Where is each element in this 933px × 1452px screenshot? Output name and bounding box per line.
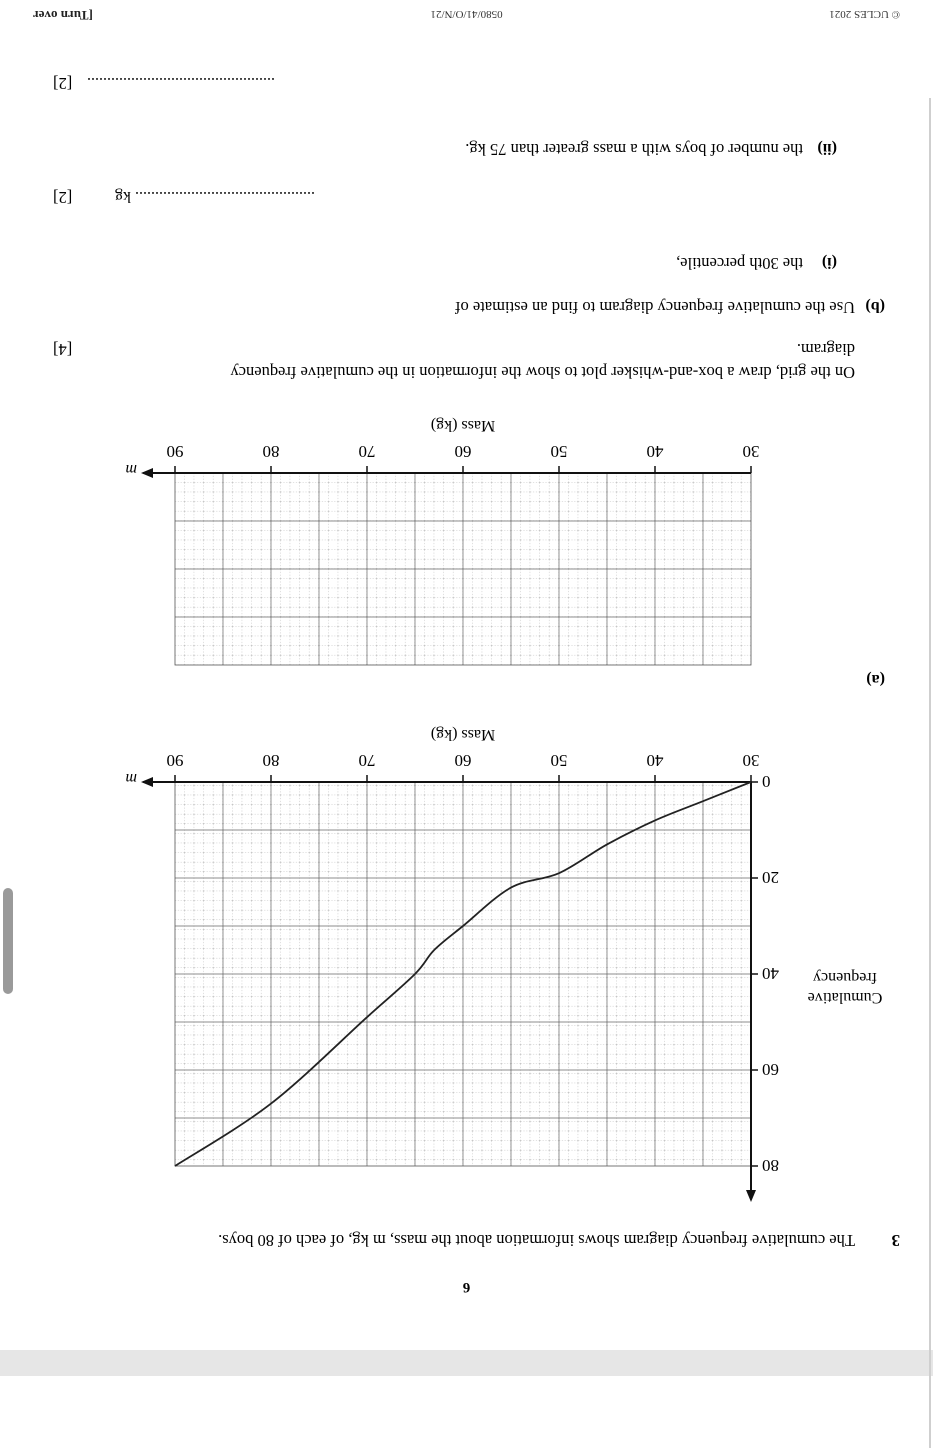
part-b-i-label: (i) [821, 254, 837, 271]
scrollbar-thumb[interactable] [3, 888, 13, 994]
cf-x-axis-var: m [125, 770, 137, 787]
bp-x-tick-label: 60 [454, 442, 472, 461]
cf-x-axis-label: Mass (kg) [430, 726, 496, 743]
cf-y-tick-label: 80 [762, 1156, 779, 1175]
question-number: 3 [891, 1231, 900, 1250]
part-b-i-text: the 30th percentile, [676, 254, 803, 273]
bp-x-ticks [167, 442, 760, 473]
cf-x-tick-label: 30 [742, 751, 760, 770]
part-b-ii-answer: ............................................... [87, 74, 275, 91]
footer-copyright-text: © UCLES 2021 [829, 8, 900, 20]
page-separator [0, 1350, 933, 1376]
cf-x-tick-label: 40 [646, 751, 664, 770]
cf-x-axis-arrow [141, 777, 153, 787]
page-number: 6 [462, 1279, 471, 1295]
cf-y-tick-label: 20 [762, 868, 779, 887]
footer-band [0, 1372, 933, 1448]
part-b-i-answer: ............................................. kg [115, 188, 315, 205]
question-stem: The cumulative frequency diagram shows information about the mass, m kg, of each of 80 boys. [218, 1231, 855, 1250]
bp-x-tick-label: 70 [358, 442, 376, 461]
cf-x-tick-label: 60 [454, 751, 472, 770]
bp-x-tick-label: 30 [742, 442, 760, 461]
part-a-label: (a) [866, 671, 885, 688]
part-b-ii-marks: [2] [53, 74, 73, 93]
box-plot-grid [125, 417, 759, 665]
cf-y-tick-label: 0 [762, 772, 771, 791]
cf-y-tick-label: 60 [762, 1060, 779, 1079]
part-b-ii-label: (ii) [817, 140, 837, 157]
bp-x-tick-label: 50 [550, 442, 568, 461]
part-a-text-line2: diagram. [796, 340, 855, 359]
cf-y-axis-label-line2: frequency [813, 969, 877, 986]
part-b-ii-text: the number of boys with a mass greater than 75 kg. [465, 140, 803, 159]
part-a-text-line1: On the grid, draw a box-and-whisker plot to show the information in the cumulative frequency [230, 363, 855, 382]
cumulative-frequency-chart [125, 726, 882, 1202]
cf-x-ticks [167, 751, 760, 782]
part-b-text: Use the cumulative frequency diagram to find an estimate of [455, 298, 855, 317]
cf-y-axis-arrow [746, 1190, 756, 1202]
bp-x-axis-var: m [125, 461, 137, 478]
bp-x-axis-arrow [141, 468, 153, 478]
bp-x-tick-label: 90 [166, 442, 184, 461]
cf-y-axis-label-line1: Cumulative [807, 989, 883, 1006]
part-b-i-marks: [2] [53, 188, 73, 207]
bp-x-tick-label: 40 [646, 442, 664, 461]
part-a-marks: [4] [53, 340, 73, 359]
bp-x-tick-label: 80 [262, 442, 280, 461]
cf-x-tick-label: 80 [262, 751, 280, 770]
footer-paper-code: 0580/41/O/N/21 [430, 8, 503, 20]
bp-x-axis-label: Mass (kg) [430, 417, 496, 434]
footer-turn-over: [Turn over [33, 8, 93, 23]
cf-x-tick-label: 50 [550, 751, 568, 770]
cf-x-tick-label: 70 [358, 751, 376, 770]
cf-y-ticks [751, 772, 779, 1175]
cf-y-tick-label: 40 [762, 964, 779, 983]
cf-x-tick-label: 90 [166, 751, 184, 770]
part-b-label: (b) [865, 298, 885, 315]
